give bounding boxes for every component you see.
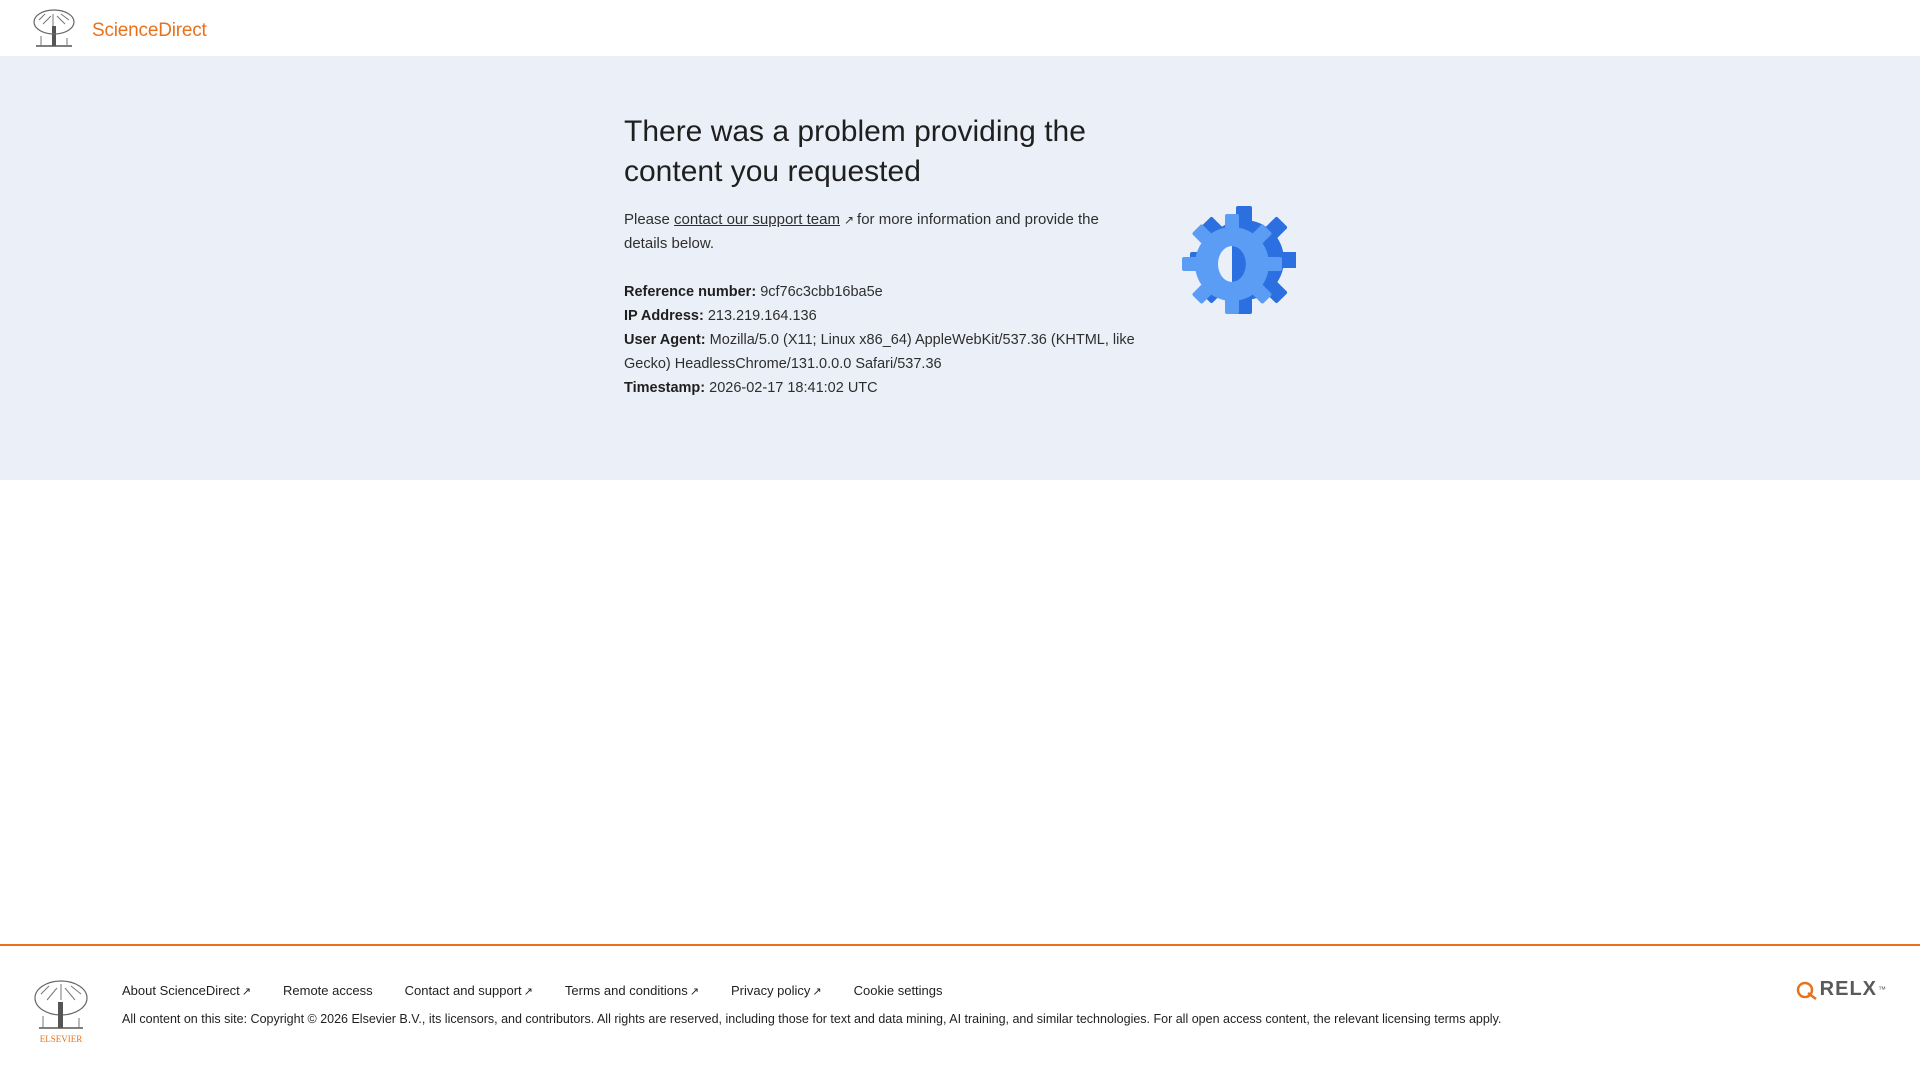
footer-link-contact[interactable]: Contact and support ↗ (404, 983, 533, 998)
reference-value: 9cf76c3cbb16ba5e (760, 284, 883, 300)
user-agent-label: User Agent: (624, 332, 706, 348)
external-link-icon: ↗ (689, 986, 699, 998)
external-link-icon: ↗ (843, 213, 855, 227)
error-intro (624, 208, 1144, 256)
ip-value: 213.219.164.136 (707, 308, 817, 324)
intro-after: for more information and provide the details below. (624, 211, 1099, 252)
footer-link-privacy[interactable]: Privacy policy ↗ (730, 983, 822, 998)
external-link-icon: ↗ (523, 986, 533, 998)
site-header (0, 0, 1920, 55)
ip-label: IP Address: (624, 308, 704, 324)
relx-trademark: ™ (1878, 985, 1886, 994)
timestamp-value: 2026-02-17 18:41:02 UTC (709, 380, 878, 396)
timestamp-row (624, 376, 1144, 400)
relx-logo-icon (1796, 980, 1820, 1000)
user-agent-row (624, 328, 1144, 376)
reference-label: Reference number: (624, 284, 757, 300)
elsevier-label: ELSEVIER (39, 1034, 83, 1044)
user-agent-value: Mozilla/5.0 (X11; Linux x86_64) AppleWebKit/537.36 (KHTML, like Gecko) HeadlessChrome/131.0.0.0 Safari/537.36 (624, 332, 1135, 372)
external-link-icon: ↗ (812, 986, 822, 998)
elsevier-logo-icon (31, 978, 91, 1046)
relx-link[interactable] (1796, 978, 1886, 1001)
error-title: There was a problem providing the content you requested (624, 115, 1086, 188)
site-footer (0, 944, 1920, 1082)
reference-row (624, 280, 1144, 304)
error-content (624, 112, 1144, 400)
error-details (624, 280, 1144, 400)
gear-icon (1182, 204, 1296, 316)
external-link-icon: ↗ (241, 986, 251, 998)
elsevier-tree-icon (31, 8, 77, 48)
copyright-text: All content on this site: Copyright © 2026 Elsevier B.V., its licensors, and contributors. All rights are reserved, including those for text and data mining, AI training, and similar technologies. For all open access content, the relevant licensing terms apply. (122, 1012, 1502, 1026)
brand-name: ScienceDirect (92, 20, 207, 41)
timestamp-label: Timestamp: (624, 380, 706, 396)
ip-row (624, 304, 1144, 328)
footer-link-cookie-settings[interactable]: Cookie settings (853, 983, 943, 998)
footer-link-remote-access[interactable]: Remote access (283, 983, 373, 998)
footer-link-terms[interactable]: Terms and conditions ↗ (564, 983, 699, 998)
sciencedirect-home-link[interactable] (31, 8, 207, 48)
relx-label: RELX (1819, 978, 1877, 1000)
intro-before: Please (624, 211, 670, 228)
footer-links (122, 983, 975, 998)
footer-link-about[interactable]: About ScienceDirect ↗ (122, 983, 251, 998)
contact-support-link[interactable]: contact our support team (674, 211, 840, 228)
